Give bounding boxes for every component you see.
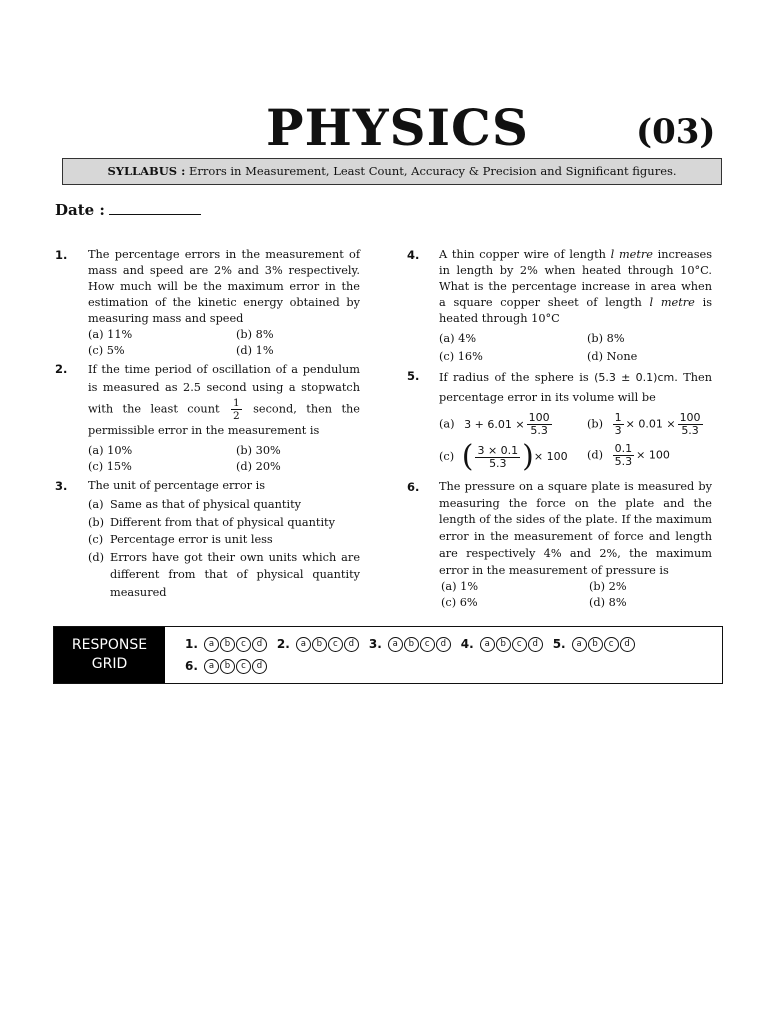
answer-bubble[interactable]: b (496, 637, 511, 652)
question-options (88, 496, 360, 601)
question-number: 6. (407, 480, 420, 494)
paper-code: (03) (636, 112, 716, 152)
response-grid-label (54, 627, 165, 683)
left-paren-icon: ( (461, 439, 474, 474)
question-options (88, 327, 360, 359)
fraction-numerator: 3 × 0.1 (477, 443, 519, 457)
fraction (475, 445, 520, 470)
answer-bubble[interactable]: c (420, 637, 435, 652)
fraction (678, 412, 703, 437)
answer-bubble[interactable]: a (296, 637, 311, 652)
option-expression: × 100 (533, 450, 568, 463)
fraction-denominator: 2 (232, 410, 240, 422)
option-text: Percentage error is unit less (110, 533, 273, 546)
option-b[interactable]: (b) 8% (587, 332, 625, 345)
question-text (439, 247, 712, 327)
question-number: 4. (407, 248, 420, 262)
answer-bubble[interactable]: b (404, 637, 419, 652)
syllabus-label: SYLLABUS : (107, 164, 186, 178)
fraction (613, 412, 624, 437)
question-1 (55, 247, 360, 359)
option-c[interactable]: (c) 16% (439, 350, 483, 363)
question-3 (55, 478, 360, 601)
question-options (441, 579, 712, 611)
right-column (407, 247, 712, 611)
option-c[interactable] (439, 439, 587, 474)
response-grid (53, 626, 723, 684)
response-grid-items (185, 633, 720, 677)
answer-bubble[interactable]: a (572, 637, 587, 652)
radius-expression: (5.3 ± 0.1)cm (594, 371, 675, 384)
date-blank-line[interactable] (109, 202, 201, 215)
response-grid-label-line: RESPONSE (71, 637, 148, 653)
question-text: The percentage errors in the measurement of mass and speed are 2% and 3% respectively. How much will be the maximum error in the estimation of the kinetic energy obtained by measuring mass and speed (88, 248, 360, 325)
option-label: (d) (88, 550, 105, 564)
option-d[interactable]: (d) 1% (236, 344, 274, 357)
option-a[interactable]: (a) 11% (88, 328, 133, 341)
answer-bubble[interactable]: b (220, 637, 235, 652)
option-label: (b) (587, 417, 604, 431)
option-text: Errors have got their own units which are different from that of physical quantity measured (110, 550, 360, 599)
right-paren-icon: ) (522, 439, 534, 474)
answer-bubble[interactable]: c (236, 637, 251, 652)
question-options (439, 411, 712, 474)
answer-bubble[interactable]: a (204, 659, 219, 674)
option-d[interactable] (587, 443, 712, 471)
italic-term: l metre (649, 296, 695, 309)
answer-bubble[interactable]: d (344, 637, 359, 652)
question-text: The unit of percentage error is (88, 479, 266, 492)
response-item (369, 633, 452, 655)
fraction (613, 443, 635, 468)
option-c[interactable] (88, 531, 360, 549)
fraction-numerator: 100 (679, 411, 701, 424)
response-item (461, 633, 544, 655)
answer-bubble[interactable]: b (312, 637, 327, 652)
fraction-numerator: 1 (614, 411, 622, 424)
option-a[interactable]: (a) 4% (439, 332, 477, 345)
question-2 (55, 361, 360, 475)
option-label: (a) (439, 417, 455, 431)
response-item (185, 655, 305, 677)
italic-term: l metre (610, 248, 653, 261)
answer-bubble[interactable]: d (252, 637, 267, 652)
question-6 (407, 479, 712, 611)
question-number: 3. (55, 479, 68, 493)
question-text-part: is heated through 10°C (439, 296, 712, 325)
syllabus-text: Errors in Measurement, Least Count, Accuracy & Precision and Significant figures. (185, 164, 677, 178)
page-title: PHYSICS (266, 98, 529, 157)
answer-bubble[interactable]: c (604, 637, 619, 652)
question-text-part: . Then percentage error in its volume will be (439, 371, 712, 404)
question-text-part: If radius of the sphere is (439, 371, 595, 384)
fraction-denominator: 5.3 (530, 424, 548, 437)
response-item-number: 1. (185, 637, 198, 651)
response-grid-label-line: GRID (91, 656, 128, 672)
answer-bubble[interactable]: a (204, 637, 219, 652)
answer-bubble[interactable]: c (236, 659, 251, 674)
option-label: (c) (88, 533, 104, 546)
option-b[interactable] (88, 514, 360, 532)
question-text (439, 368, 712, 408)
option-text: Different from that of physical quantity (110, 515, 335, 529)
question-number: 1. (55, 248, 68, 262)
question-4 (407, 247, 712, 366)
question-text-part: If the time period of oscillation of a pendulum is measured as 2.5 second using a stopwatch with the least count (88, 363, 360, 416)
answer-bubble[interactable]: d (528, 637, 543, 652)
response-item-number: 6. (185, 659, 198, 673)
question-number: 5. (407, 369, 420, 383)
option-a[interactable]: (a) 1% (441, 580, 479, 594)
fraction-denominator: 5.3 (489, 456, 507, 470)
response-item-number: 5. (552, 637, 566, 651)
option-d[interactable] (88, 549, 360, 602)
option-a[interactable] (439, 412, 587, 437)
option-b[interactable] (587, 412, 712, 437)
option-expression: 3 + 6.01 × (464, 417, 525, 431)
option-expression: × 100 (636, 448, 670, 462)
fraction (527, 412, 552, 437)
question-options (439, 330, 712, 366)
question-text-part: A thin copper wire of length (439, 248, 611, 261)
option-c[interactable]: (c) 5% (88, 344, 125, 357)
option-label: (c) (439, 450, 455, 463)
fraction-numerator: 100 (528, 411, 550, 424)
answer-bubble[interactable]: d (252, 659, 267, 674)
syllabus-bar (62, 158, 722, 185)
option-d[interactable]: (d) 20% (236, 460, 281, 473)
fraction-half (231, 397, 242, 422)
question-number: 2. (55, 362, 68, 376)
option-d[interactable]: (d) 8% (589, 596, 627, 610)
option-label: (a) (88, 498, 104, 511)
answer-bubble[interactable]: d (620, 637, 635, 652)
answer-bubble[interactable]: d (436, 637, 451, 652)
response-item (185, 633, 268, 655)
option-b[interactable]: (b) 8% (236, 328, 274, 341)
option-label: (d) (587, 448, 604, 462)
question-text: The pressure on a square plate is measured by measuring the force on the plate and the length of the sides of the plate. If the maximum error in the measurement of force and length are respectively 4% and 2%, the maximum error in the measurement of pressure is (439, 480, 712, 577)
option-a[interactable]: (a) 10% (88, 444, 133, 457)
answer-bubble[interactable]: c (328, 637, 343, 652)
option-c[interactable]: (c) 15% (88, 460, 132, 473)
response-item (277, 633, 360, 655)
response-item-number: 2. (276, 637, 290, 651)
option-b[interactable]: (b) 2% (589, 580, 627, 594)
fraction-denominator: 5.3 (681, 424, 699, 437)
fraction-numerator: 0.1 (614, 442, 633, 455)
response-item (553, 633, 636, 655)
option-text: Same as that of physical quantity (110, 498, 301, 511)
answer-bubble[interactable]: c (512, 637, 527, 652)
answer-bubble[interactable]: b (588, 637, 603, 652)
option-d[interactable]: (d) None (587, 350, 638, 363)
question-text (88, 361, 360, 440)
response-item-number: 4. (460, 637, 474, 651)
question-options (88, 443, 360, 475)
fraction-numerator: 1 (232, 397, 240, 409)
answer-bubble[interactable]: a (480, 637, 495, 652)
left-column (55, 247, 360, 601)
option-a[interactable] (88, 496, 360, 514)
question-text-part: second, then the permissible error in the measurement is (88, 402, 360, 437)
fraction-denominator: 3 (614, 424, 622, 437)
option-expression: × 0.01 × (625, 417, 676, 431)
fraction-denominator: 5.3 (614, 455, 633, 468)
response-item-number: 3. (368, 637, 382, 651)
question-5 (407, 368, 712, 474)
option-b[interactable]: (b) 30% (236, 444, 281, 457)
option-c[interactable]: (c) 6% (441, 596, 478, 610)
answer-bubble[interactable]: a (388, 637, 403, 652)
option-label: (b) (88, 515, 105, 529)
date-field (55, 201, 201, 219)
question-text-part: increases in length by 2% when heated through 10°C. What is the percentage increase in area when a square copper sheet of length (439, 248, 712, 309)
answer-bubble[interactable]: b (220, 659, 235, 674)
date-label: Date : (55, 201, 105, 219)
